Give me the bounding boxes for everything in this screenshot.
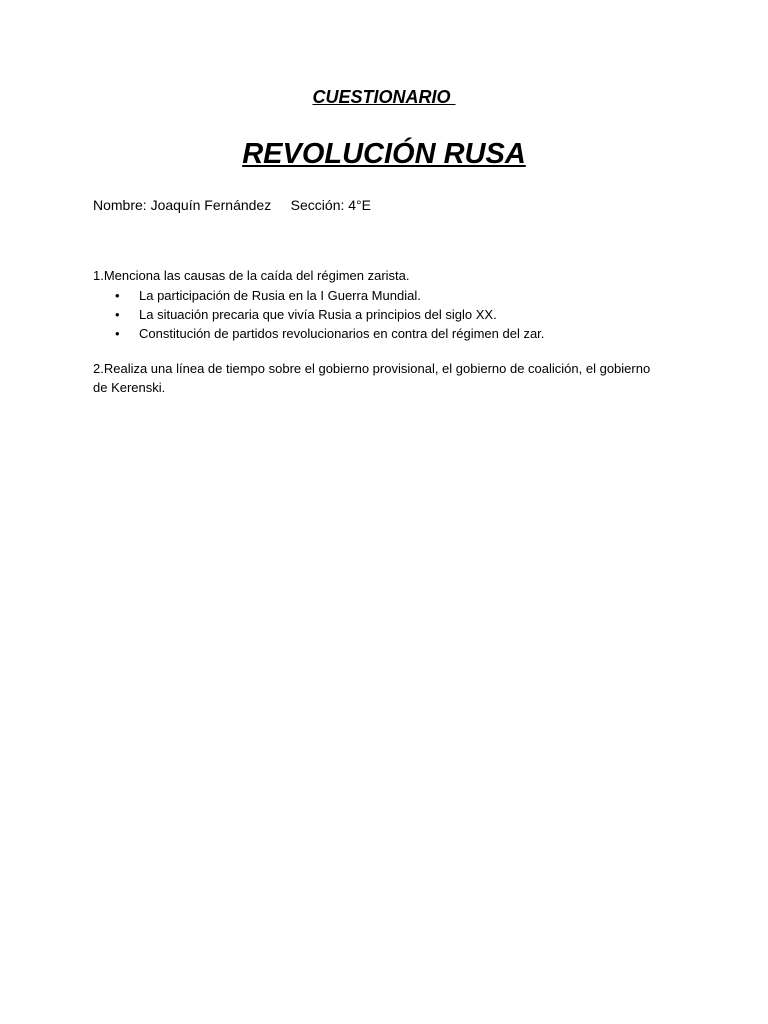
section-value: 4°E [348,197,371,213]
bullet-icon: • [115,307,120,322]
bullet-icon: • [115,326,120,341]
answer-text: Constitución de partidos revolucionarios en contra del régimen del zar. [139,326,545,341]
answer-item [93,286,544,305]
name-label: Nombre: [93,197,151,213]
student-info [93,197,371,213]
answer-item [93,305,544,324]
question-1: 1.Menciona las causas de la caída del régimen zarista. [93,268,410,283]
question-2: 2.Realiza una línea de tiempo sobre el gobierno provisional, el gobierno de coalición, el gobierno de Kerenski. [93,361,651,395]
document-title: REVOLUCIÓN RUSA [242,138,526,170]
bullet-icon: • [115,288,120,303]
section-label: Sección: [290,197,349,213]
question-1-answers [93,286,544,343]
answer-text: La participación de Rusia en la I Guerra Mundial. [139,288,421,303]
answer-item [93,324,544,343]
name-value: Joaquín Fernández [150,197,272,213]
document-heading: CUESTIONARIO [312,87,456,107]
answer-text: La situación precaria que vivía Rusia a principios del siglo XX. [139,307,497,322]
